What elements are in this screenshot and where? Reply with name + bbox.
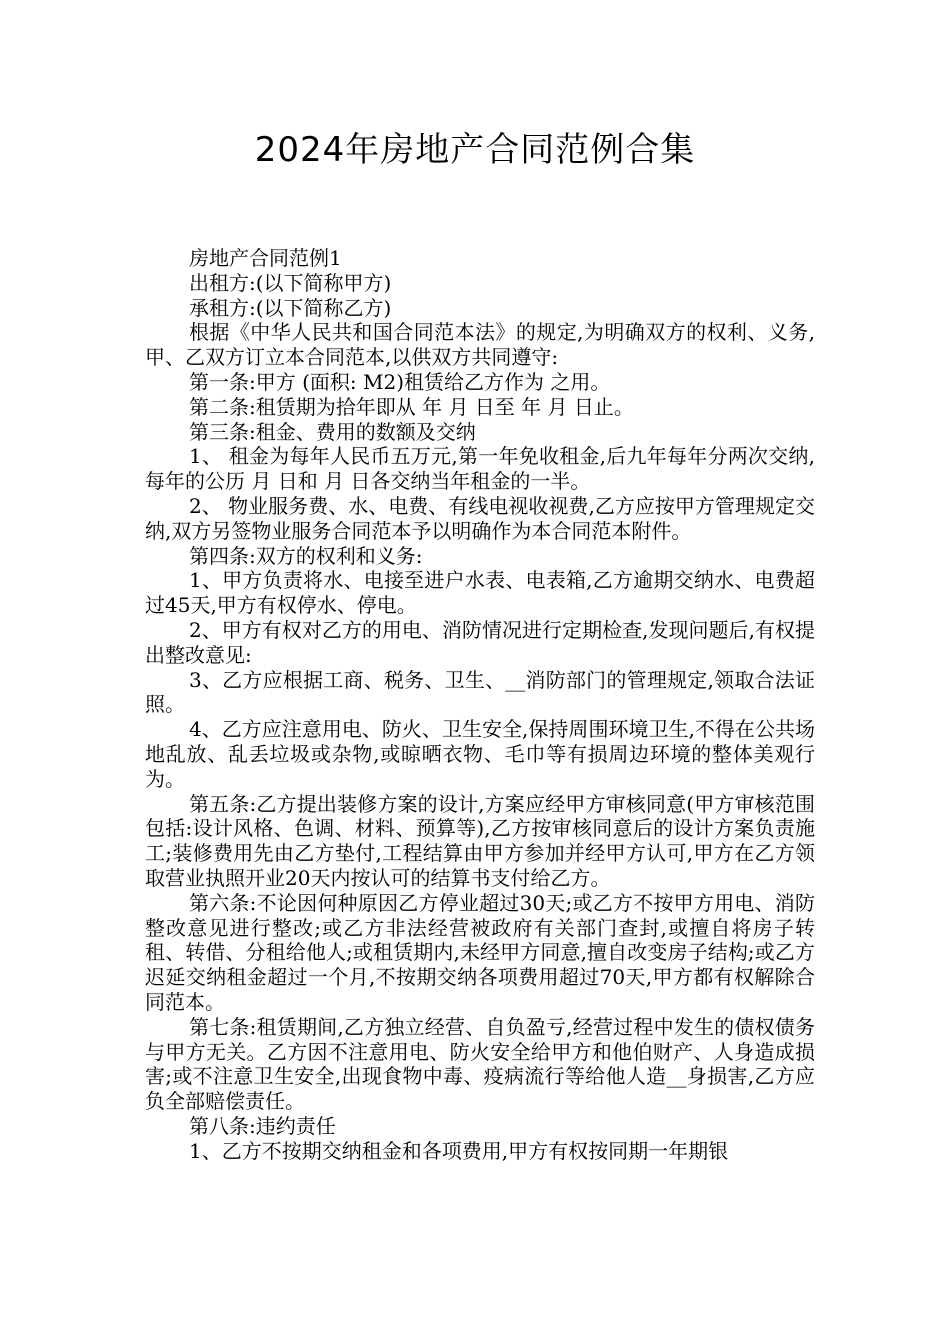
paragraph-lessor: 出租方:(以下简称甲方) — [189, 270, 392, 295]
paragraph-article-3-item-1: 1、 租金为每年人民币五万元,第一年免收租金,后九年每年分两次交纳,每年的公历 月 日和 月 日各交纳当年租金的一半。 — [145, 444, 815, 494]
paragraph-article-8-item-1: 1、乙方不按期交纳租金和各项费用,甲方有权按同期一年期银 — [189, 1138, 729, 1163]
paragraph-preamble: 根据《中华人民共和国合同范本法》的规定,为明确双方的权利、义务,甲、乙双方订立本合同范本,以供双方共同遵守: — [145, 320, 815, 370]
paragraph-article-4-item-2: 2、甲方有权对乙方的用电、消防情况进行定期检查,发现问题后,有权提出整改意见: — [145, 617, 815, 667]
paragraph-article-8: 第八条:违约责任 — [189, 1113, 336, 1138]
paragraph-article-4-item-1: 1、甲方负责将水、电接至进户水表、电表箱,乙方逾期交纳水、电费超过45天,甲方有权停水、停电。 — [145, 568, 815, 618]
document-body — [145, 246, 815, 1163]
paragraph-article-1: 第一条:甲方 (面积: M2)租赁给乙方作为 之用。 — [189, 369, 611, 394]
paragraph-article-5: 第五条:乙方提出装修方案的设计,方案应经甲方审核同意(甲方审核范围包括:设计风格、色调、材料、预算等),乙方按审核同意后的设计方案负责施工;装修费用先由乙方垫付,工程结算由甲方参加并经甲方认可,甲方在乙方领取营业执照开业20天内按认可的结算书支付给乙方。 — [145, 791, 815, 890]
paragraph-article-6: 第六条:不论因何种原因乙方停业超过30天;或乙方不按甲方用电、消防整改意见进行整改;或乙方非法经营被政府有关部门查封,或擅自将房子转租、转借、分租给他人;或租赁期内,未经甲方同意,擅自改变房子结构;或乙方迟延交纳租金超过一个月,不按期交纳各项费用超过70天,甲方都有权解除合同范本。 — [145, 890, 815, 1014]
paragraph-article-2: 第二条:租赁期为拾年即从 年 月 日至 年 月 日止。 — [189, 394, 634, 419]
paragraph-article-4-item-4: 4、乙方应注意用电、防火、卫生安全,保持周围环境卫生,不得在公共场地乱放、乱丢垃圾或杂物,或晾晒衣物、毛巾等有损周边环境的整体美观行为。 — [145, 717, 815, 791]
paragraph-article-3-item-2: 2、 物业服务费、水、电费、有线电视收视费,乙方应按甲方管理规定交纳,双方另签物业服务合同范本予以明确作为本合同范本附件。 — [145, 493, 815, 543]
paragraph-lessee: 承租方:(以下简称乙方) — [189, 295, 392, 320]
paragraph-article-3: 第三条:租金、费用的数额及交纳 — [189, 419, 476, 444]
paragraph-article-4-item-3: 3、乙方应根据工商、税务、卫生、__消防部门的管理规定,领取合法证照。 — [145, 667, 815, 717]
document-title: 2024年房地产合同范例合集 — [254, 130, 696, 170]
paragraph-article-7: 第七条:租赁期间,乙方独立经营、自负盈亏,经营过程中发生的债权债务与甲方无关。乙方因不注意用电、防火安全给甲方和他伯财产、人身造成损害;或不注意卫生安全,出现食物中毒、疫病流行等给他人造__身损害,乙方应负全部赔偿责任。 — [145, 1014, 815, 1114]
paragraph-article-4: 第四条:双方的权利和义务: — [189, 543, 423, 568]
paragraph-heading: 房地产合同范例1 — [189, 246, 342, 270]
